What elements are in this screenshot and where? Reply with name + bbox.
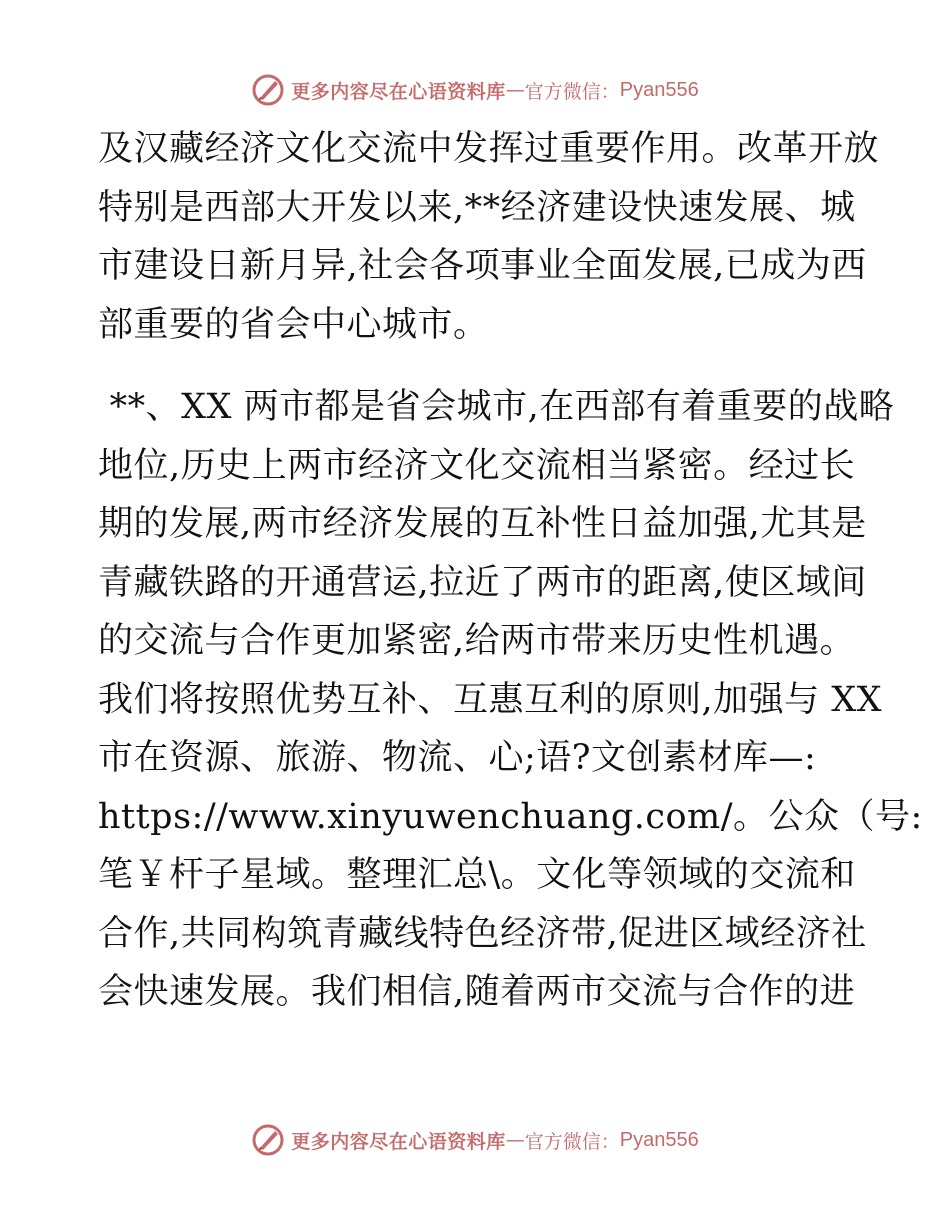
watermark-slogan: 更多内容尽在心语资料库 (291, 80, 506, 103)
quill-logo-icon (251, 73, 285, 107)
text-line: 地位,历史上两市经济文化交流相当紧密。经过长 (98, 445, 856, 486)
footer-watermark (0, 1120, 950, 1160)
text-line: 市在资源、旅游、物流、心;语?文创素材库—: (98, 738, 817, 778)
text-line: 我们将按照优势互补、互惠互利的原则,加强与 XX (98, 679, 883, 720)
watermark-label: 官方微信： (524, 1130, 620, 1153)
document-body (98, 120, 923, 1022)
text-line: 会快速发展。我们相信,随着两市交流与合作的进 (98, 972, 856, 1012)
paragraph-2 (98, 378, 923, 1022)
watermark-wechat-id: Pyan556 (619, 78, 699, 101)
text-line: 的交流与合作更加紧密,给两市带来历史性机遇。 (98, 621, 856, 661)
text-line: 笔￥杆子星域。整理汇总\。文化等领域的交流和 (98, 855, 856, 895)
watermark-label: 官方微信： (524, 80, 620, 103)
text-line: 部重要的省会中心城市。 (98, 304, 489, 345)
watermark-wechat-id: Pyan556 (619, 1128, 699, 1151)
paragraph-1 (98, 120, 880, 354)
text-line: **、XX 两市都是省会城市,在西部有着重要的战略 (98, 387, 895, 427)
text-line: 青藏铁路的开通营运,拉近了两市的距离,使区域间 (98, 562, 867, 603)
text-line: 特别是西部大开发以来,**经济建设快速发展、城 (98, 187, 856, 228)
text-line: https://www.xinyuwenchuang.com/。公众（号: (98, 796, 923, 837)
watermark-slogan: 更多内容尽在心语资料库 (291, 1130, 506, 1153)
watermark-dash: — (505, 79, 525, 101)
text-line: 合作,共同构筑青藏线特色经济带,促进区域经济社 (98, 913, 867, 954)
text-line: 及汉藏经济文化交流中发挥过重要作用。改革开放 (98, 129, 880, 169)
quill-logo-icon (251, 1123, 285, 1157)
header-watermark (0, 70, 950, 110)
watermark-dash: — (505, 1129, 525, 1151)
text-line: 期的发展,两市经济发展的互补性日益加强,尤其是 (98, 504, 867, 544)
text-line: 市建设日新月异,社会各项事业全面发展,已成为西 (98, 246, 867, 286)
